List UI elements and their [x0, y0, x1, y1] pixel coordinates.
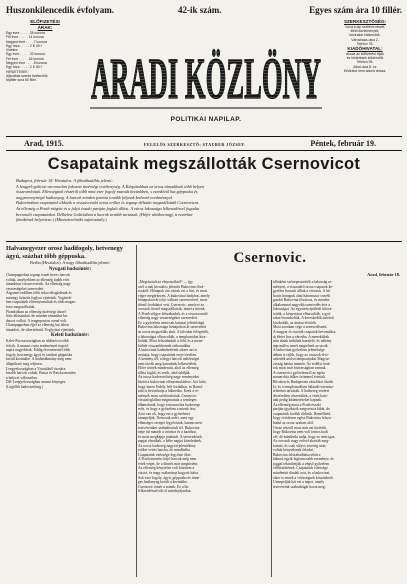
body-line: partján igyekszik megvetni a lábát, de	[273, 407, 330, 412]
year-label: Huszonkilencedik évfolyam.	[6, 5, 115, 15]
body-line: teleteket tartottak. A hadsereg vezérei	[273, 389, 330, 394]
body-line: A magyar és osztrák csapatok bevonulása	[273, 330, 336, 335]
editorial-line: hová a lap szellemi részét	[345, 25, 385, 29]
body-line: Dél-Lengyelországban semmi lényeges.	[6, 380, 67, 385]
body-line: hogy innen Erdély felé fordulhat, és Romá-	[138, 384, 204, 389]
feature-body-right	[273, 280, 402, 577]
publisher-heading: KIADÓHIVATAL:	[347, 46, 383, 52]
editorial-line: illető közlemények,	[350, 29, 380, 34]
body-line: Arra van ok, hogy ezt a győzelmet	[138, 411, 190, 416]
subscription-line: Nyilttér sora 60 fillér.	[6, 78, 37, 83]
subscription-lines	[6, 31, 84, 83]
feature-title: Csernovic.	[233, 250, 307, 266]
body-line: került kezünkbe. A hadizsákmány még nem	[6, 357, 72, 362]
article-body-east	[6, 339, 134, 389]
editorial-heading: SZERKESZTŐSÉG:	[343, 19, 387, 24]
body-line: A kemény tél, a hegyi harcok nehézségei	[138, 357, 200, 362]
body-line: a helyzet változatlan.	[6, 375, 38, 380]
body-line: Argonne-erdőben több árkot elfoglaltunk és	[6, 291, 72, 296]
lead-line: összeomlottak. Ellenségünk részéről több mint ezer fogoly maradt kezünkben, s ezenkívül hat géppuska és	[16, 189, 198, 195]
body-line: A bukovinai győzelem jelentősége	[273, 348, 325, 353]
column-rule	[136, 245, 137, 577]
body-line: Csernovic ismét a mienk. Ez a hír	[138, 484, 189, 489]
masthead-logo	[88, 22, 324, 114]
body-line: állapítható meg teljesen.	[6, 362, 43, 367]
body-line: hogy Bukovina nem volt fontos hadi	[273, 430, 328, 435]
body-line: niát is bevonhatja a háborúba. Ezek a re-	[138, 389, 200, 394]
subscription-line: Fél évre . . . . . 14 korona	[6, 35, 44, 40]
body-line: kirabolták, az árukat elvitték.	[273, 320, 317, 325]
body-line: fogoly, hetvenegy ágyú és százhat géppuska	[6, 352, 73, 357]
body-line: napjai elmúltak, a béke napjai közelednek.	[138, 439, 202, 444]
body-line: már útnak indultak hazafelé, és néhány	[273, 339, 332, 344]
publisher-line: Jókai-utca 8. sz.	[352, 64, 378, 69]
body-line: voltak kénytelenek feladni.	[273, 448, 314, 453]
body-line: támadott, de sikertelenül. Foglyokat ejtettünk.	[6, 327, 76, 332]
body-line: dicséretben részesültek, a vitéz kato-	[273, 393, 329, 398]
body-line: államoknak, hogy a monarchia hadserege	[138, 402, 201, 407]
body-line: csapataink tovább üldözik. Remélhető,	[273, 411, 332, 416]
section-heading-west: Nyugati hadszíntér:	[48, 267, 92, 273]
body-line: végre megérkezett. A bukovinai hadjárat, amely	[138, 293, 210, 298]
subscription-line: Negyed évre . . . . 8 korona	[6, 61, 47, 66]
section-heading-east: Keleti hadszíntér:	[50, 333, 90, 339]
body-line: hónapokon át folyt változó szerencsével, most	[138, 298, 208, 303]
subscription-heading-2: ÁRAK:	[37, 25, 53, 30]
body-line: lelkesedéssel tölt el mindnyájunkat.	[138, 489, 192, 494]
issue-number: 42-ik szám.	[178, 5, 222, 15]
body-line: ges hadianyag került a kezünkbe.	[138, 480, 188, 485]
editorial-box	[328, 19, 402, 137]
body-line: bolták. Most felszabadult a föld, és a mene-	[138, 339, 204, 344]
body-line: rakat lerombolták. A kereskedők üzleteit	[273, 316, 334, 321]
body-line: új életet hoz a városba. A menekültek	[273, 334, 330, 339]
body-line: Ez a győzelem nemcsak katonai jelentőségű.	[138, 320, 206, 325]
body-line: napra nagyobbak. Eddig ötvenezernél több	[6, 348, 71, 353]
body-line: lakosságot. Az egyetem épületét kifosz-	[273, 307, 333, 312]
body-line: nák pedig kitüntetéseket kapnak.	[273, 398, 323, 403]
body-line: testvéreink szabadságát hozta meg.	[273, 484, 326, 489]
masthead-subtitle: POLITIKAI NAPILAP.	[170, 116, 242, 123]
body-line: rosáról. Hónapok óta vártuk ezt a hírt, és most	[138, 289, 208, 294]
publisher-line: Kéziratot nem adunk vissza.	[343, 68, 387, 73]
body-line: Bukovina felszabadítása tehát a	[273, 452, 321, 457]
feature-body-left	[138, 280, 268, 577]
editorial-line: Városháza-utca 2.	[351, 37, 379, 42]
body-line: gazdát Bukovina fővárosa, és minden	[273, 298, 330, 303]
body-line: lőtte állásainkat, de minden támadása ku-	[6, 314, 69, 319]
body-line: Most azonban vége a szenvedésnek.	[273, 325, 328, 330]
body-line: döntő fordulatot vett. Csernovic, amelyet az	[138, 302, 204, 307]
masthead-title: ARADI KÖZLÖNY	[91, 46, 321, 111]
issue-date: Péntek, február 19.	[310, 139, 376, 148]
body-line: ben csapataink előrenyomultak és több magas-	[6, 300, 77, 305]
body-line: várost, és nagy zsákmányt hagyott hátra.	[138, 470, 199, 475]
body-line: „Megtisztult az elnyomóktól“ — így	[138, 280, 193, 284]
column-rule	[271, 280, 272, 577]
body-line: Az orosz hadsereg nagyon jelentékeny	[138, 443, 196, 448]
main-headline: Csapataink megszállották Csernovicot	[47, 155, 361, 173]
body-line: ményeit, a visszatérő orosz csapatok ke-	[273, 284, 334, 289]
body-line: ki, és a templomokban hálaadó istentisz-	[273, 384, 335, 389]
newspaper-page	[6, 4, 402, 580]
subscription-line: Egy évre . . . . . 28 korona	[6, 31, 45, 35]
publisher-line: Telefon 95.	[356, 60, 374, 65]
body-line: előhírnökének. Csapataink vitézsége	[273, 466, 328, 471]
body-line: ország határa mentén. Az erdélyi hatá-	[273, 361, 331, 366]
article-byline: Berlin (Hivatalos). A nagy főhadiszállás jelenti:	[30, 260, 110, 266]
body-line: ünnepeljük. Nemcsak azért, mert egy	[138, 416, 194, 421]
subscription-box	[6, 19, 84, 137]
body-line: A Pruth völgye felszabadult, és a visszavonuló	[138, 311, 208, 316]
body-line: tották, a könyvtárat elhurcolták, a gyá-	[273, 311, 331, 316]
subscription-line: HIRDETÉSEK:	[6, 69, 29, 74]
body-line: testvéreinket szabadítottuk fel. Bukovina	[138, 425, 200, 430]
subscription-line: Vidékre:	[6, 48, 19, 53]
lead-line: A lengyel-galíciai arcvonalon fokozott tüzérségi tevékenység. A Kárpátokban az orosz támadások több helyen	[16, 183, 205, 189]
body-line: háború egyik legfontosabb eseménye, és	[273, 457, 334, 462]
lead-report	[16, 178, 396, 223]
issue-price: Egyes szám ára 10 fillér.	[309, 5, 402, 15]
body-line: Az oroszok nagy erővel akarták meg-	[273, 439, 330, 444]
body-line: ellenséges sereget legyőztünk, hanem mert	[138, 420, 203, 425]
editorial-line: kéziratok küldendők:	[349, 33, 381, 38]
body-line: nem törték meg katonáink lelkesedését.	[138, 361, 198, 366]
subscription-line: Egy évre . . . . . 32 korona	[6, 52, 45, 57]
body-line: (Legfőbb hadvezetőség.)	[6, 384, 44, 389]
body-line: visszafoglalása megmutatta a semleges	[138, 398, 197, 403]
lead-line: Budapest, február 18. Hivatalos. A főhadiszállás jelenti:	[16, 178, 113, 183]
body-line: hogy rövidesen egész Bukovina felsza-	[273, 416, 332, 421]
body-line: veszteségeket szenvedett.	[6, 286, 45, 291]
body-line: A csernovici győzelemről az egész	[273, 370, 326, 375]
body-line: voltak, amelyekben az ellenség újabb erős	[6, 277, 70, 282]
body-line: Champagneban tegnap ismét heves harcok	[6, 273, 70, 278]
body-line: tartani, és csak súlyos vereség után	[273, 443, 326, 448]
body-line: Az orosz hadvezetőség nagy reményeket	[138, 375, 200, 380]
body-line: latot megszállottak.	[6, 305, 36, 310]
body-line: siker is ennek a vitézségnek köszönhető.	[273, 475, 334, 480]
body-line: támadásai visszaverettek. Az ellenség nagy	[6, 282, 71, 287]
body-line: erőket vetett harcba, de mindhiába.	[138, 448, 191, 453]
body-line: Bécsben és Budapesten zászlókat tűztek	[273, 380, 334, 385]
feature-dateline: Arad, február 18.	[367, 272, 400, 277]
body-line: kisebb harcok voltak. Bzura és Rawka mentén	[6, 371, 76, 376]
publisher-line: és hirdetések küldendők	[346, 56, 384, 61]
body-line: kültek visszatérhetnek otthonaikba.	[138, 343, 192, 348]
body-line: állást foglal, és verik, ahol találják.	[138, 370, 191, 375]
publisher-lines	[328, 52, 402, 73]
body-line: Sok ezer fogoly, ágyú, géppuska és töme-	[138, 475, 201, 480]
body-line: Az ellenség most a Pruth északi	[273, 402, 321, 407]
article-war-report	[6, 245, 134, 577]
body-line: A Pruth mentén folyó harcok még nem	[138, 457, 197, 462]
body-line: Champagneban éjjel az ellenség hat ízben	[6, 323, 69, 328]
top-strip	[6, 4, 402, 18]
editorial-lines	[328, 25, 402, 46]
body-line: és most megkapja jutalmát. A szenvedések	[138, 434, 202, 439]
body-line: fűzött a bukovinai előnyomuláshoz. Azt hitte,	[138, 380, 207, 385]
body-line: Lengyelországban a Visztulától északra	[6, 366, 66, 371]
body-line: Orosz részről most már azt hirdetik,	[273, 425, 327, 430]
body-line: Előre törnek mindenütt, ahol az ellenség	[138, 366, 199, 371]
editorial-line: Telefon 78.	[356, 41, 374, 46]
body-line: joggal tekinthetjük a végső győzelem	[273, 461, 330, 466]
body-line: szítették utolsó támpontjukat Magyar-	[273, 357, 331, 362]
body-line: abban is rejlik, hogy az oroszok elve-	[273, 352, 330, 357]
dateline-bar	[6, 136, 402, 151]
body-line: a lakosságot elhurcolták, a templomokat kira-	[138, 334, 207, 339]
subscription-line: díjszabás szerint fizetendők	[6, 73, 48, 78]
body-line: Ünnepeljük hát ezt a napot, amely	[273, 480, 325, 485]
body-line: mények most szétfoszlottak. Csernovic	[138, 393, 197, 398]
place-year: Arad, 1915.	[24, 139, 64, 148]
body-line: Bukovina lakossága hónapokon át szenvedett	[138, 325, 207, 330]
body-line: badul az orosz uralom alól.	[273, 420, 314, 425]
body-line: darcot vallott. A tengerparton csend volt.	[6, 318, 68, 323]
section-divider	[6, 241, 402, 242]
article-body-west	[6, 273, 134, 332]
body-line: szól a mai hivatalos jelentés Bukovina fővá-	[138, 284, 205, 289]
body-line: cél, de mindenki tudja, hogy ez nem igaz.	[273, 434, 336, 439]
body-line: népe hű maradt a trónhoz és a hazához,	[138, 430, 197, 435]
body-line: az orosz megszállás alatt. A falvakat felégették,	[138, 330, 210, 335]
body-line: nap múlva ismét megtelnek az utcák.	[273, 343, 329, 348]
body-line: monarchia lelkes örömmel értesült.	[273, 375, 326, 380]
body-line: Az ellenség kénytelen volt kiüríteni a	[138, 466, 195, 471]
body-line: erős, és hogy a győzelem a mienk lesz.	[138, 407, 197, 412]
article-title: Halvanegyezer orosz hadifogoly, hetvenegy ágyú, százhat tőbb géppuska.	[6, 245, 123, 260]
body-line: rok most már biztonságban vannak.	[273, 366, 327, 371]
body-line: mintegy kétszáz foglyot ejtettünk. Vogézek-	[6, 295, 72, 300]
body-line: oroszok ősszel megszállottak, ismét a mienk.	[138, 307, 206, 312]
body-line: értek véget, de a döntés már megtörtént.	[138, 461, 199, 466]
body-line: mindenütt diadalt arat, és a bukovinai	[273, 470, 330, 475]
lead-line: nagymennyiségű hadianyag. A harcok minden ponton tovább folynak kedvező eredménnyel.	[16, 194, 174, 200]
body-line: mutatja, hogy csapataink ereje töretlen.	[138, 352, 197, 357]
subscription-line: Negyed évre . . . . 7 korona	[6, 39, 47, 44]
editor-name: FELELŐS SZERKESZTŐ: STAUBER JÓZSEF.	[144, 141, 246, 147]
publisher-line: ahová az előfizetési díjak	[346, 52, 384, 57]
body-line: Csapataink vitézsége legyőzte őket.	[138, 452, 192, 457]
body-line: gyetlen bosszút álltak a városon. A há-	[273, 289, 331, 294]
body-line: borús hónapok alatt háromszor cserélt	[273, 293, 331, 298]
lead-line: bevonuló csapatainkat. Délkeleti Galíciában a harcok tovább tartanak. (Höfer altábornagy, a vezérkar	[16, 211, 193, 217]
lead-line: főnökének helyettese.) (Miniszterelnöki sajtóosztály.)	[16, 217, 107, 223]
body-line: időnként szétrepesztették a lakosság re-	[273, 280, 333, 284]
body-line: A bukovinai hadműveletek sikere azt is	[138, 348, 198, 353]
body-line: folyik. A mazuri csata eredményei napról-	[6, 343, 70, 348]
subscription-heading: ELŐFIZETÉSI	[30, 19, 60, 24]
body-line: ellenség nagy veszteségeket szenvedett.	[138, 316, 198, 321]
subscription-line: Egy hóra . . . . . 2 K 80 f	[6, 65, 42, 70]
body-line: Kelet-Poroszországban az üldözés tovább	[6, 339, 69, 344]
subscription-line: Egy hóra . . . . . 2 K 40 f	[6, 43, 42, 48]
lead-line: Az ellenség a Pruth mögött és a folyó északi partján foglalt állást. A város lakossága lelkesedéssel fogadta	[16, 205, 200, 211]
subscription-line: Fél évre . . . . . 16 korona	[6, 56, 44, 61]
body-line: Flandriában az ellenség tüzérségi tűzzel	[6, 309, 66, 314]
lead-line: Bukovinában csapataink üldözik a visszavonuló orosz erőket és tegnap délután megszállották Csernovicot.	[16, 200, 200, 206]
body-line: alkalommal nagyobb szenvedés érte a	[273, 302, 330, 307]
